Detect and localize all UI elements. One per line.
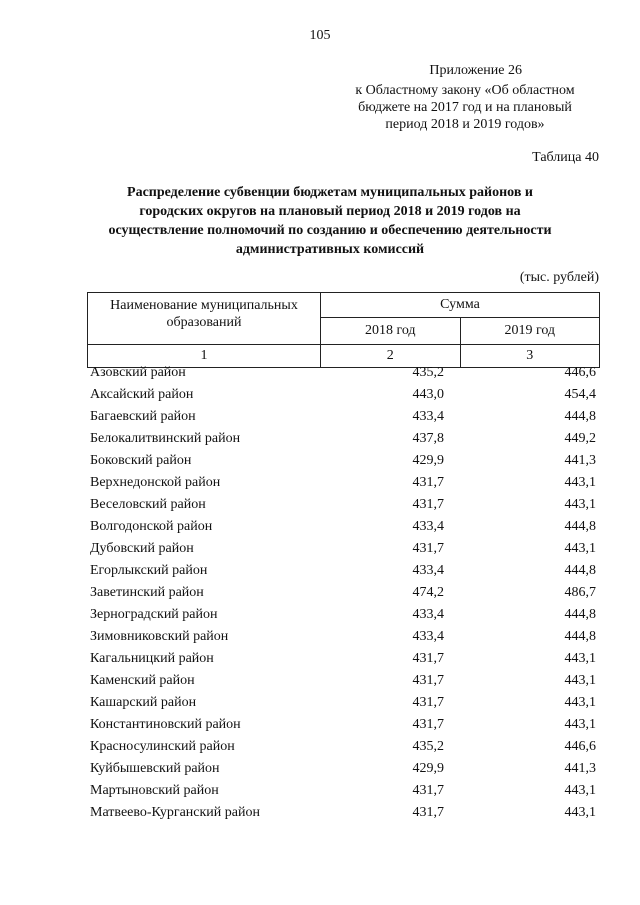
header-sum-cell: Сумма [321,293,600,318]
table-row [90,582,600,604]
header-name-line: Наименование муниципальных [110,298,298,313]
table-row [90,362,600,384]
municipality-name: Волгодонской район [90,519,213,534]
municipality-name: Куйбышевский район [90,761,220,776]
appendix-title: Приложение 26 [429,63,522,78]
municipality-name: Зерноградский район [90,607,218,622]
amount-2019: 443,1 [564,541,596,556]
page-number: 105 [309,28,331,43]
municipality-name: Азовский район [90,365,186,380]
amount-2018: 474,2 [412,585,444,600]
amount-2018: 431,7 [412,673,444,688]
municipality-name: Зимовниковский район [90,629,229,644]
amount-2018: 431,7 [412,475,444,490]
table-row [90,626,600,648]
amount-2019: 443,1 [564,475,596,490]
amount-2018: 431,7 [412,717,444,732]
table-row [90,604,600,626]
table-row [90,560,600,582]
amount-2019: 444,8 [564,409,596,424]
amount-2018: 433,4 [412,409,444,424]
title-line: Распределение субвенции бюджетам муниципальных районов и [127,185,533,200]
amount-2018: 443,0 [412,387,444,402]
municipality-name: Дубовский район [90,541,194,556]
amount-2018: 429,9 [412,761,444,776]
appendix-reference [332,82,598,133]
amount-2019: 449,2 [564,431,596,446]
header-col-number: 2 [321,345,461,368]
amount-2018: 431,7 [412,805,444,820]
title-line: административных комиссий [235,242,425,257]
amount-2018: 431,7 [412,541,444,556]
table-row [90,384,600,406]
table-row [90,670,600,692]
amount-2019: 443,1 [564,717,596,732]
amount-2019: 446,6 [564,365,596,380]
amount-2019: 444,8 [564,607,596,622]
header-col-number: 3 [460,345,600,368]
header-name-cell [88,293,321,345]
municipality-name: Боковский район [90,453,192,468]
amount-2019: 454,4 [564,387,596,402]
amount-2018: 431,7 [412,783,444,798]
amount-2019: 443,1 [564,695,596,710]
amount-2018: 433,4 [412,519,444,534]
table-row [90,802,600,824]
amount-2019: 443,1 [564,651,596,666]
municipality-name: Заветинский район [90,585,204,600]
table-row [90,780,600,802]
header-year-2018: 2018 год [321,318,461,345]
amount-2018: 433,4 [412,629,444,644]
appendix-ref-line: период 2018 и 2019 годов» [385,117,545,132]
document-title [92,183,568,259]
appendix-ref-line: бюджете на 2017 год и на плановый [358,100,572,115]
amount-2019: 446,6 [564,739,596,754]
table-row [90,472,600,494]
amount-2018: 437,8 [412,431,444,446]
amount-2018: 435,2 [412,365,444,380]
amount-2019: 444,8 [564,629,596,644]
amount-2019: 441,3 [564,453,596,468]
amount-2018: 429,9 [412,453,444,468]
amount-2018: 435,2 [412,739,444,754]
municipality-name: Каменский район [90,673,195,688]
table-row [90,758,600,780]
amount-2019: 486,7 [564,585,596,600]
amount-2018: 431,7 [412,497,444,512]
table-row [90,428,600,450]
amount-2019: 443,1 [564,497,596,512]
table-row [90,516,600,538]
header-name-line: образований [166,315,242,330]
amount-2019: 441,3 [564,761,596,776]
header-year-2019: 2019 год [460,318,600,345]
municipality-name: Кашарский район [90,695,197,710]
amount-2019: 443,1 [564,805,596,820]
appendix-ref-line: к Областному закону «Об областном [355,83,575,98]
title-line: осуществление полномочий по созданию и обеспечению деятельности [108,223,552,238]
municipality-name: Белокалитвинский район [90,431,241,446]
municipality-name: Красносулинский район [90,739,235,754]
amount-2019: 443,1 [564,673,596,688]
table-row [90,538,600,560]
table-row [90,736,600,758]
table-number: Таблица 40 [532,150,599,165]
header-col-number: 1 [88,345,321,368]
municipality-name: Константиновский район [90,717,241,732]
amount-2018: 431,7 [412,695,444,710]
table-row [90,648,600,670]
municipality-name: Егорлыкский район [90,563,208,578]
amount-2018: 433,4 [412,563,444,578]
amount-2018: 433,4 [412,607,444,622]
amount-2019: 443,1 [564,783,596,798]
municipality-name: Кагальницкий район [90,651,214,666]
amount-2019: 444,8 [564,519,596,534]
amount-2018: 431,7 [412,651,444,666]
unit-note: (тыс. рублей) [519,270,599,285]
municipality-name: Веселовский район [90,497,206,512]
municipality-name: Матвеево-Курганский район [90,805,260,820]
municipality-name: Мартыновский район [90,783,219,798]
municipality-name: Багаевский район [90,409,196,424]
table-row [90,692,600,714]
table-row [90,494,600,516]
municipality-name: Аксайский район [90,387,194,402]
table-row [90,714,600,736]
table-header [87,292,600,368]
municipality-name: Верхнедонской район [90,475,221,490]
table-row [90,406,600,428]
table-row [90,450,600,472]
table-body [90,362,600,824]
amount-2019: 444,8 [564,563,596,578]
title-line: городских округов на плановый период 2018 и 2019 годов на [139,204,521,219]
